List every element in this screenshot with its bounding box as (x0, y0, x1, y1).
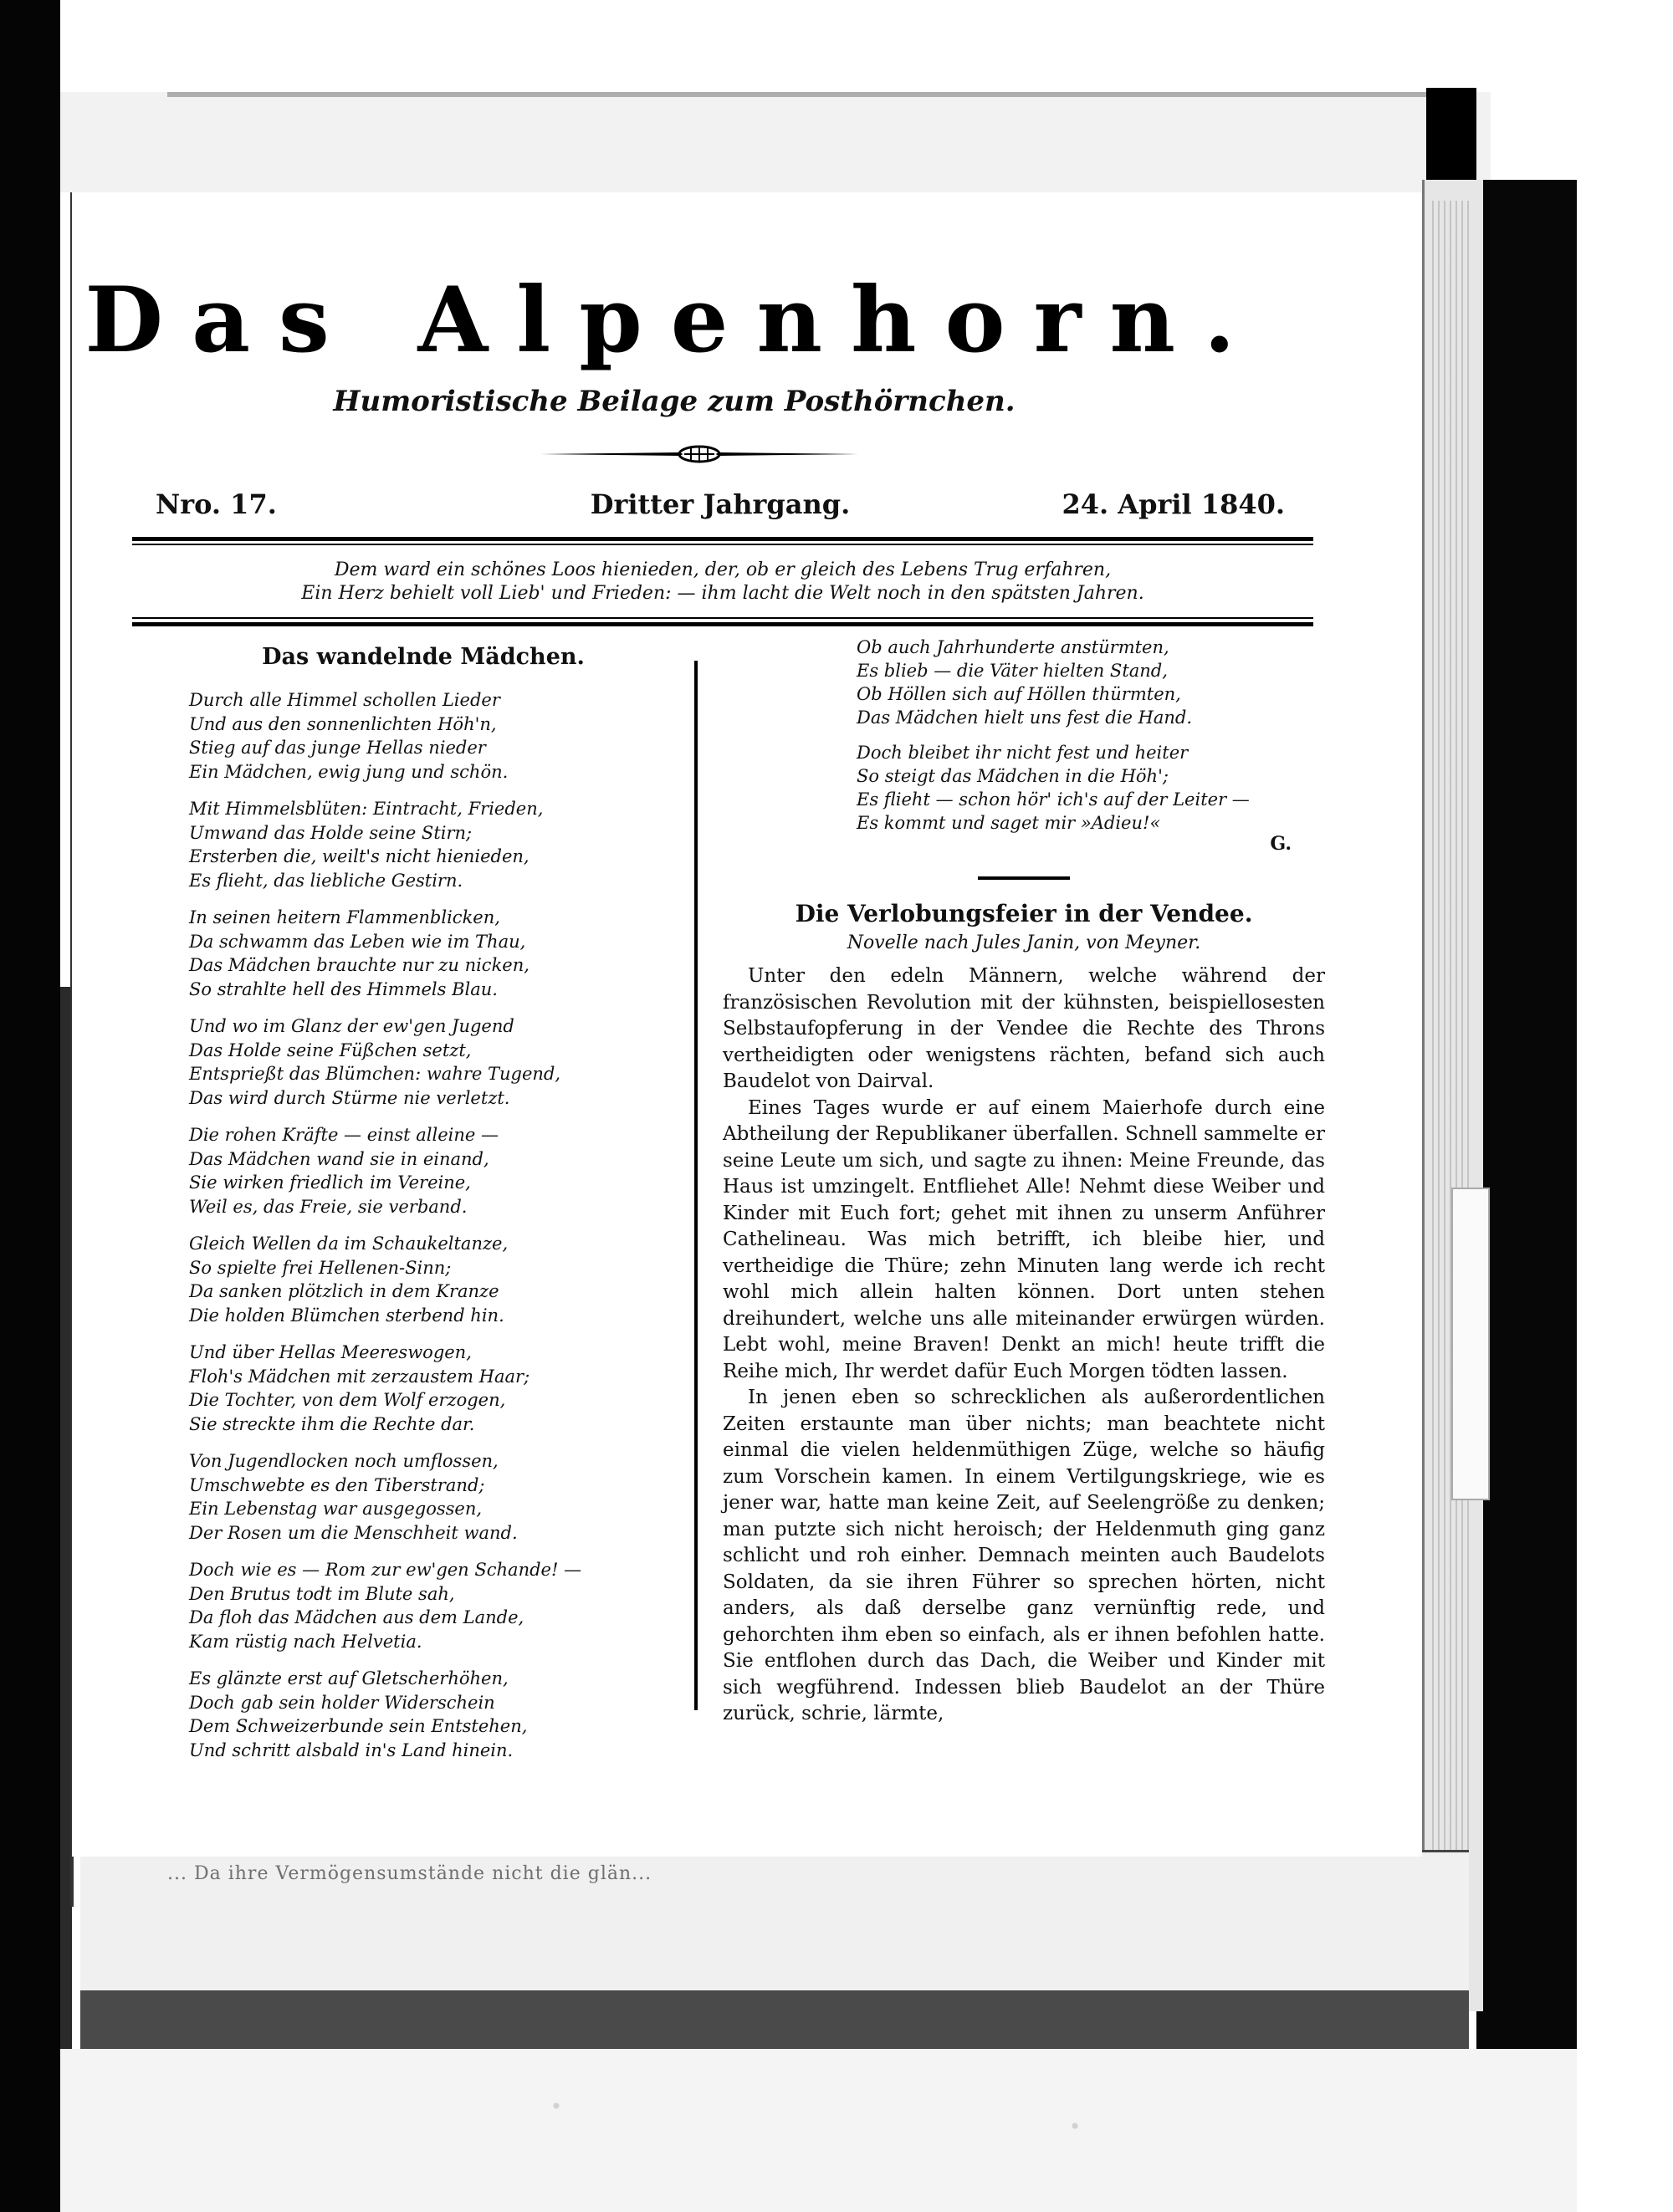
poem-line: Und schritt alsbald in's Land hinein. (189, 1739, 514, 1760)
story-paragraph: In jenen eben so schrecklichen als außerordentlichen Zeiten erstaunte man über nichts; man beachtete nicht einmal die vielen heldenmüthigen Züge, welche so häufig zum Vorschein kamen. In einem Vertilgungskriege, wie es jener war, hatte man keine Zeit, auf Seelengröße zu denken; man putzte sich nicht heroisch; der Heldenmuth ging ganz schlicht und roh einher. Demnach meinten auch Baudelots Soldaten, da sie ihren Führer so sprechen hörten, nicht anders, als daß derselbe ganz vernünftig rede, und gehorchten ihm eben so einfach, als er ihnen befohlen hatte. Sie entflohen durch das Dach, die Weiber und Kinder mit sich wegführend. Indessen blieb Baudelot an der Thüre zurück, schrie, lärmte, (723, 1387, 1325, 1724)
scan-right-margin (1577, 0, 1673, 2212)
poem-line: Umschwebte es den Tiberstrand; (189, 1474, 485, 1495)
poem-line: Da floh das Mädchen aus dem Lande, (189, 1607, 524, 1627)
column-divider (694, 661, 698, 1710)
poem-stanza (189, 1449, 657, 1545)
poem-line: Das Mädchen hielt uns fest die Hand. (857, 708, 1193, 728)
issue-number: Nro. 17. (156, 488, 277, 520)
poem-line: Von Jugendlocken noch umflossen, (189, 1451, 499, 1471)
story-column (723, 636, 1325, 1728)
poem-line: Da schwamm das Leben wie im Thau, (189, 931, 526, 952)
poem-line: Sie wirken friedlich im Vereine, (189, 1172, 471, 1193)
poem-stanza (189, 1341, 657, 1436)
poem-line: Es blieb — die Väter hielten Stand, (857, 661, 1168, 681)
poem-line: So strahlte hell des Himmels Blau. (189, 978, 498, 999)
poem-line: Ob Höllen sich auf Höllen thürmten, (857, 684, 1181, 704)
poem-line: Die holden Blümchen sterbend hin. (189, 1305, 504, 1326)
poem-line: Da sanken plötzlich in dem Kranze (189, 1281, 499, 1301)
poem-line: So spielte frei Hellenen-Sinn; (189, 1257, 452, 1278)
scan-dust-spots (167, 2066, 1464, 2166)
underlying-page-shadow (80, 1990, 1469, 2049)
header-rule-top (132, 537, 1313, 541)
poem-line: Die Tochter, von dem Wolf erzogen, (189, 1390, 506, 1410)
poem-line: Doch bleibet ihr nicht fest und heiter (857, 743, 1189, 763)
poem-line: Der Rosen um die Menschheit wand. (189, 1522, 518, 1543)
story-body (723, 963, 1325, 1728)
scan-top-edge-line (167, 92, 1430, 97)
poem-line: Es kommt und saget mir »Adieu!« (857, 813, 1161, 833)
ornament-divider-icon (536, 442, 862, 467)
poem-line: Sie streckte ihm die Rechte dar. (189, 1413, 475, 1434)
poem-stanza (189, 1558, 657, 1653)
poem-line: Entsprießt das Blümchen: wahre Tugend, (189, 1064, 561, 1084)
story-paragraph: Eines Tages wurde er auf einem Maierhofe durch eine Abtheilung der Republikaner überfallen. Schnell sammelte er seine Leute um sich, und sagte zu ihnen: Meine Freunde, das Haus ist umzingelt. Entfliehet Alle! Nehmt diese Weiber und Kinder mit Euch fort; gehet mit ihnen zu unserm Anführer Cathelineau. Was mich betrifft, ich bleibe hier, und vertheidige die Thüre; zehn Minuten lang werde ich recht wohl mich allein halten können. Dort unten stehen dreihundert, welche uns alle miteinander erwürgen würden. Lebt wohl, meine Braven! Denkt an mich! heute trifft die Reihe mich, Ihr werdet dafür Euch Morgen tödten lassen. (723, 1096, 1325, 1382)
poem-line: Das Holde seine Füßchen setzt, (189, 1040, 472, 1060)
poem-stanza (189, 1232, 657, 1327)
issue-info-row (156, 488, 1285, 530)
poem-line: Durch alle Himmel schollen Lieder (189, 690, 500, 710)
poem-title: Das wandelnde Mädchen. (262, 644, 585, 670)
newspaper-page (72, 192, 1422, 1857)
scan-top-margin (60, 92, 1491, 192)
bleed-through-text: ... Da ihre Vermögensumstände nicht die glän... (167, 1863, 652, 1884)
poem-line: Und aus den sonnenlichten Höh'n, (189, 713, 497, 734)
poem-line: Ob auch Jahrhunderte anstürmten, (857, 637, 1169, 657)
poem-line: Und über Hellas Meereswogen, (189, 1342, 472, 1362)
poem-line: Kam rüstig nach Helvetia. (189, 1631, 422, 1652)
poem-line: Dem Schweizerbunde sein Entstehen, (189, 1716, 528, 1736)
poem-line: Das Mädchen wand sie in einand, (189, 1148, 489, 1169)
poem-line: Doch wie es — Rom zur ew'gen Schande! — (189, 1560, 582, 1580)
poem-line: Doch gab sein holder Widerschein (189, 1692, 495, 1713)
masthead-subtitle: Humoristische Beilage zum Posthörnchen. (333, 385, 1016, 418)
story-subtitle: Novelle nach Jules Janin, von Meyner. (847, 932, 1201, 953)
poem-line: Stieg auf das junge Hellas nieder (189, 738, 486, 758)
poem-stanza (189, 906, 657, 1001)
poem-signature: G. (1270, 833, 1292, 855)
poem-line: Weil es, das Freie, sie verband. (189, 1196, 468, 1217)
poem-line: Es flieht, das liebliche Gestirn. (189, 870, 463, 891)
story-title: Die Verlobungsfeier in der Vendee. (795, 900, 1253, 927)
issue-year: Dritter Jahrgang. (590, 488, 851, 520)
poem-stanza (857, 741, 1325, 835)
poem-line: Es flieht — schon hör' ich's auf der Leiter — (857, 789, 1250, 810)
poem-line: Ein Mädchen, ewig jung und schön. (189, 761, 509, 782)
motto-line: Ein Herz behielt voll Lieb' und Frieden: — ihm lacht die Welt noch in den spätsten Jahren. (301, 583, 1144, 604)
poem-stanza (857, 636, 1325, 729)
header-rule-bottom (132, 622, 1313, 626)
poem-stanza (189, 1123, 657, 1218)
poem-stanza (189, 1667, 657, 1762)
poem-line: Ein Lebenstag war ausgegossen, (189, 1499, 483, 1519)
poem-line: Umwand das Holde seine Stirn; (189, 822, 473, 843)
poem-line: In seinen heitern Flammenblicken, (189, 907, 500, 927)
poem-line: Es glänzte erst auf Gletscherhöhen, (189, 1668, 509, 1688)
poem-line: Gleich Wellen da im Schaukeltanze, (189, 1234, 509, 1254)
header-rule-top-thin (132, 544, 1313, 545)
poem-stanza (189, 1014, 657, 1110)
poem-line: Floh's Mädchen mit zerzaustem Haar; (189, 1366, 530, 1387)
motto-line: Dem ward ein schönes Loos hienieden, der, ob er gleich des Lebens Trug erfahren, (334, 559, 1112, 580)
motto (132, 559, 1313, 605)
poem-line: Das Mädchen brauchte nur zu nicken, (189, 955, 530, 975)
masthead-title: Das Alpenhorn. (84, 268, 1264, 373)
poem-line: Und wo im Glanz der ew'gen Jugend (189, 1016, 514, 1036)
poem-column (189, 644, 657, 1775)
issue-date: 24. April 1840. (1062, 488, 1285, 520)
page-stack-lines (1432, 201, 1470, 1999)
poem-line: Die rohen Kräfte — einst alleine — (189, 1125, 499, 1145)
poem-line: Das wird durch Stürme nie verletzt. (189, 1087, 510, 1108)
header-rule-bottom-thin (132, 617, 1313, 619)
poem-stanza (189, 688, 657, 784)
section-divider (978, 876, 1070, 880)
poem-line: Den Brutus todt im Blute sah, (189, 1583, 455, 1604)
paper-tab (1451, 1188, 1490, 1500)
scan-dark-left-edge (0, 0, 60, 2212)
scan-dark-right-edge (1476, 180, 1577, 2049)
poem-line: So steigt das Mädchen in die Höh'; (857, 766, 1169, 786)
story-paragraph: Unter den edeln Männern, welche während der französischen Revolution mit der kühnsten, beispiellosesten Selbstaufopferung in der Vendee die Rechte des Throns vertheidigten oder wenigstens rächten, befand sich auch Baudelot von Dairval. (723, 965, 1325, 1092)
poem-stanza (189, 797, 657, 892)
poem-line: Mit Himmelsblüten: Eintracht, Frieden, (189, 799, 544, 819)
poem-line: Ersterben die, weilt's nicht hienieden, (189, 846, 530, 866)
